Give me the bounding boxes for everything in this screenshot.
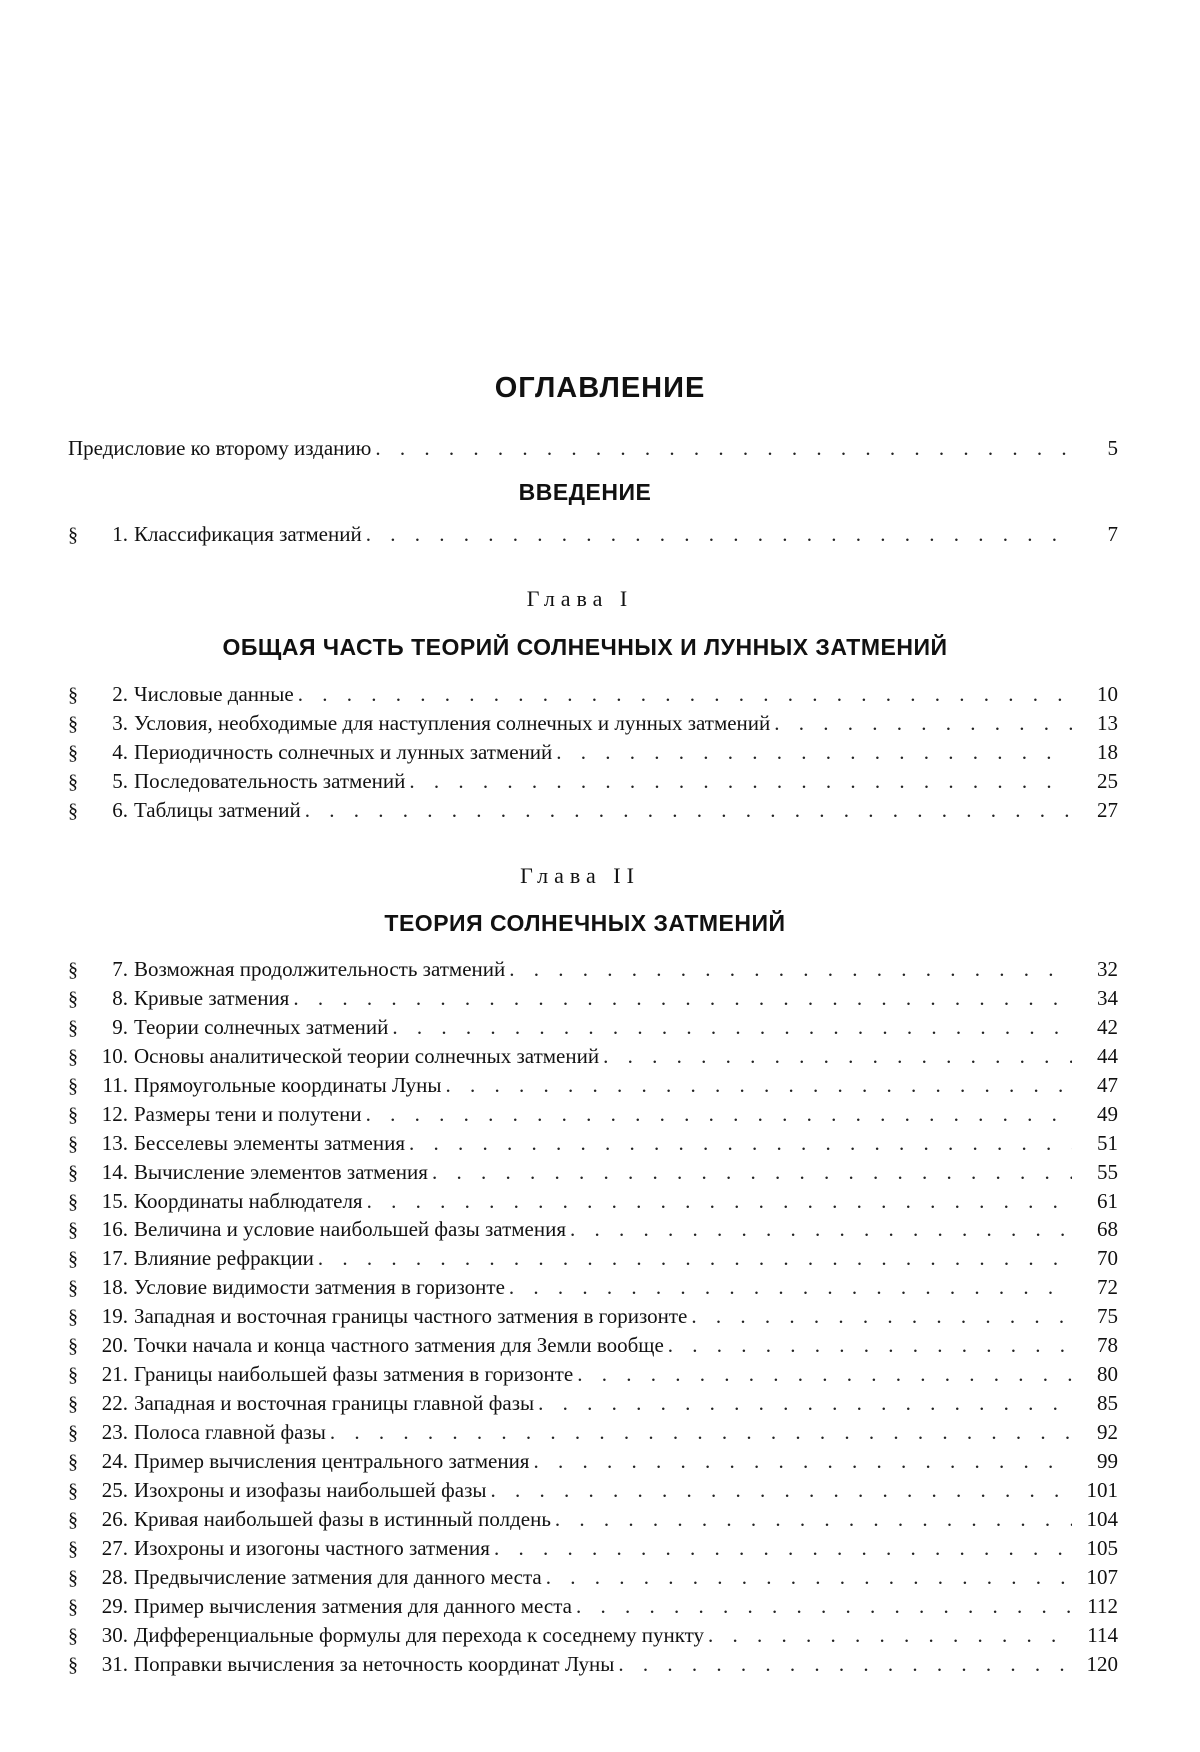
- toc-entry-number: 27.: [101, 1535, 128, 1560]
- section-sign: §: [68, 1103, 78, 1126]
- toc-entry-number: 15.: [101, 1188, 128, 1213]
- toc-entry-text: Точки начала и конца частного затмения для Земли вообще: [134, 1333, 664, 1358]
- toc-entry-text: Границы наибольшей фазы затмения в горизонте: [134, 1362, 574, 1387]
- chapter2-label: Глава II: [520, 863, 640, 888]
- toc-entry-number: 6.: [112, 797, 128, 822]
- section-sign: §: [68, 959, 78, 981]
- toc-entry-text: Влияние рефракции: [134, 1246, 314, 1271]
- section-sign: §: [68, 1653, 78, 1676]
- toc-entry-number: 28.: [101, 1564, 128, 1589]
- toc-entry-page: 47: [1097, 1072, 1118, 1097]
- section-sign: §: [68, 1595, 78, 1618]
- leader-dots: [409, 767, 1072, 796]
- toc-entry-page: 78: [1097, 1333, 1118, 1358]
- section-sign: §: [68, 1624, 78, 1647]
- toc-entry-page: 85: [1097, 1391, 1118, 1416]
- toc-entry-preface: [68, 434, 1118, 463]
- toc-entry: [68, 1534, 1118, 1563]
- leader-dots: [509, 1273, 1072, 1302]
- leader-dots: [330, 1418, 1072, 1447]
- section-sign: §: [68, 712, 78, 735]
- toc-entry-text: Кривые затмения: [134, 985, 290, 1010]
- toc-entry-number: 3.: [112, 710, 128, 735]
- section-sign: §: [68, 1393, 78, 1416]
- leader-dots: [538, 1389, 1072, 1418]
- leader-dots: [367, 1187, 1072, 1216]
- section-sign: §: [68, 684, 78, 706]
- toc-entry-text: Поправки вычисления за неточность координат Луны: [134, 1651, 615, 1676]
- leader-dots: [366, 520, 1072, 549]
- toc-entry-page: 99: [1097, 1448, 1118, 1473]
- toc-entry: [68, 1187, 1118, 1216]
- toc-entry: [68, 984, 1118, 1013]
- toc-entry-number: 20.: [101, 1333, 128, 1358]
- toc-entry: [68, 1331, 1118, 1360]
- toc-entry-text: Изохроны и изогоны частного затмения: [134, 1535, 490, 1560]
- section-sign: §: [68, 1190, 78, 1213]
- toc-entry-number: 5.: [112, 768, 128, 793]
- leader-dots: [618, 1650, 1072, 1679]
- toc-entry-page: 44: [1097, 1043, 1118, 1068]
- toc-entry-number: 26.: [101, 1506, 128, 1531]
- chapter2-heading: ТЕОРИЯ СОЛНЕЧНЫХ ЗАТМЕНИЙ: [384, 910, 786, 936]
- toc-entry: [68, 709, 1118, 738]
- toc-entry-number: 8.: [112, 985, 128, 1010]
- toc-entry-page: 32: [1097, 957, 1118, 981]
- toc-entry: [68, 1244, 1118, 1273]
- toc-entry-text: Числовые данные: [134, 682, 294, 706]
- toc-entry: [68, 1650, 1118, 1679]
- toc-entry: [68, 1302, 1118, 1331]
- toc-entry-page: 112: [1087, 1593, 1118, 1618]
- toc-entry-page: 7: [1107, 522, 1118, 546]
- leader-dots: [375, 434, 1072, 463]
- section-sign: §: [68, 1306, 78, 1329]
- toc-entry-text: Западная и восточная границы главной фазы: [134, 1391, 535, 1416]
- section-sign: §: [68, 770, 78, 793]
- toc-entry-text: Предвычисление затмения для данного места: [134, 1564, 542, 1589]
- toc-entry-number: 9.: [112, 1014, 128, 1039]
- section-sign: §: [68, 1045, 78, 1068]
- toc-entry-number: 23.: [101, 1420, 128, 1444]
- section-sign: §: [68, 741, 78, 764]
- leader-dots: [708, 1621, 1072, 1650]
- section-sign: §: [68, 1219, 78, 1242]
- toc-entry-text: Предисловие ко второму изданию: [68, 436, 372, 460]
- section-sign: §: [68, 1537, 78, 1560]
- toc-entry-number: 4.: [112, 739, 128, 764]
- toc-entry-number: 10.: [101, 1043, 128, 1068]
- toc-entry: [68, 1447, 1118, 1476]
- toc-entry-text: Прямоугольные координаты Луны: [134, 1072, 442, 1097]
- toc-entry-text: Основы аналитической теории солнечных затмений: [134, 1043, 600, 1068]
- toc-entry-page: 61: [1097, 1188, 1118, 1213]
- section-sign: §: [68, 1074, 78, 1097]
- leader-dots: [668, 1331, 1072, 1360]
- leader-dots: [432, 1158, 1072, 1187]
- section-sign: §: [68, 1422, 78, 1444]
- toc-entry-page: 27: [1097, 797, 1118, 822]
- leader-dots: [546, 1563, 1072, 1592]
- toc-entry-page: 10: [1097, 682, 1118, 706]
- toc-entry-page: 107: [1086, 1564, 1118, 1589]
- toc-entry-page: 51: [1097, 1130, 1118, 1155]
- toc-entry: [68, 738, 1118, 767]
- toc-entry: [68, 1621, 1118, 1650]
- preface-block: [68, 434, 1118, 463]
- leader-dots: [446, 1071, 1072, 1100]
- toc-entry-text: Полоса главной фазы: [134, 1420, 326, 1444]
- toc-entry-text: Условия, необходимые для наступления солнечных и лунных затмений: [134, 710, 771, 735]
- toc-entry-page: 120: [1086, 1651, 1118, 1676]
- chapter1-heading: ОБЩАЯ ЧАСТЬ ТЕОРИЙ СОЛНЕЧНЫХ И ЛУННЫХ ЗАТМЕНИЙ: [222, 634, 948, 660]
- toc-entry-page: 42: [1097, 1014, 1118, 1039]
- toc-entry: [68, 1389, 1118, 1418]
- toc-entry-page: 34: [1097, 985, 1118, 1010]
- toc-entry-text: Вычисление элементов затмения: [134, 1159, 428, 1184]
- toc-entry-text: Дифференциальные формулы для перехода к соседнему пункту: [134, 1622, 705, 1647]
- intro-heading: ВВЕДЕНИЕ: [518, 479, 652, 505]
- toc-entry-number: 21.: [101, 1362, 128, 1387]
- toc-entry-text: Бесселевы элементы затмения: [134, 1130, 406, 1155]
- toc-entry: [68, 1013, 1118, 1042]
- toc-entry-text: Пример вычисления затмения для данного места: [134, 1593, 572, 1618]
- leader-dots: [318, 1244, 1072, 1273]
- leader-dots: [293, 984, 1072, 1013]
- toc-entry: [68, 1476, 1118, 1505]
- toc-entry-text: Условие видимости затмения в горизонте: [134, 1275, 505, 1300]
- toc-entry: [68, 1071, 1118, 1100]
- toc-entry-page: 101: [1086, 1477, 1118, 1502]
- section-sign: §: [68, 1161, 78, 1184]
- toc-entry: [68, 1592, 1118, 1621]
- section-sign: §: [68, 1016, 78, 1039]
- toc-entry: [68, 1215, 1118, 1244]
- section-sign: §: [68, 1277, 78, 1300]
- section-sign: §: [68, 1566, 78, 1589]
- leader-dots: [555, 1505, 1072, 1534]
- toc-entry-number: 12.: [101, 1101, 128, 1126]
- leader-dots: [490, 1476, 1072, 1505]
- leader-dots: [691, 1302, 1072, 1331]
- section-sign: §: [68, 799, 78, 822]
- toc-entry-text: Последовательность затмений: [134, 768, 406, 793]
- toc-entry-page: 105: [1086, 1535, 1118, 1560]
- toc-entry: [68, 1563, 1118, 1592]
- toc-entry-number: 14.: [101, 1159, 128, 1184]
- section-sign: §: [68, 1132, 78, 1155]
- toc-entry-text: Возможная продолжительность затмений: [134, 957, 506, 981]
- toc-entry-number: 22.: [101, 1391, 128, 1416]
- toc-entry-page: 18: [1097, 739, 1118, 764]
- toc-entry-page: 13: [1097, 710, 1118, 735]
- toc-entry-number: 19.: [101, 1304, 128, 1329]
- toc-entry: [68, 1418, 1118, 1447]
- section-sign: §: [68, 1364, 78, 1387]
- intro-list: [68, 520, 1118, 549]
- leader-dots: [533, 1447, 1072, 1476]
- leader-dots: [494, 1534, 1072, 1563]
- toc-entry-page: 72: [1097, 1275, 1118, 1300]
- toc-entry-page: 80: [1097, 1362, 1118, 1387]
- section-sign: §: [68, 1335, 78, 1358]
- toc-entry: [68, 1129, 1118, 1158]
- toc-entry-page: 5: [1107, 436, 1118, 460]
- toc-entry-page: 92: [1097, 1420, 1118, 1444]
- leader-dots: [392, 1013, 1072, 1042]
- leader-dots: [305, 796, 1072, 825]
- toc-entry-number: 17.: [101, 1246, 128, 1271]
- toc-entry-text: Теории солнечных затмений: [134, 1014, 389, 1039]
- chapter2-list: [68, 955, 1118, 1678]
- toc-entry-text: Изохроны и изофазы наибольшей фазы: [134, 1477, 487, 1502]
- toc-entry-number: 16.: [101, 1217, 128, 1242]
- toc-entry-page: 49: [1097, 1101, 1118, 1126]
- toc-entry-number: 1.: [112, 522, 128, 546]
- toc-entry: [68, 680, 1118, 709]
- toc-entry: [68, 520, 1118, 549]
- toc-entry-number: 18.: [101, 1275, 128, 1300]
- toc-entry-page: 104: [1086, 1506, 1118, 1531]
- toc-entry-text: Таблицы затмений: [134, 797, 301, 822]
- section-sign: §: [68, 1508, 78, 1531]
- toc-entry-number: 13.: [101, 1130, 128, 1155]
- toc-entry-number: 30.: [101, 1622, 128, 1647]
- section-sign: §: [68, 1248, 78, 1271]
- toc-entry: [68, 796, 1118, 825]
- toc-entry-text: Величина и условие наибольшей фазы затмения: [134, 1217, 566, 1242]
- leader-dots: [576, 1592, 1072, 1621]
- leader-dots: [577, 1360, 1072, 1389]
- leader-dots: [570, 1215, 1072, 1244]
- chapter1-list: [68, 680, 1118, 825]
- leader-dots: [556, 738, 1072, 767]
- toc-entry: [68, 1158, 1118, 1187]
- leader-dots: [366, 1100, 1072, 1129]
- leader-dots: [509, 955, 1072, 984]
- leader-dots: [298, 680, 1072, 709]
- toc-entry-page: 75: [1097, 1304, 1118, 1329]
- toc-entry: [68, 1100, 1118, 1129]
- toc-entry-number: 31.: [101, 1651, 128, 1676]
- toc-entry: [68, 1505, 1118, 1534]
- toc-entry-text: Периодичность солнечных и лунных затмений: [134, 739, 553, 764]
- toc-entry-text: Размеры тени и полутени: [134, 1101, 362, 1126]
- toc-entry-text: Пример вычисления центрального затмения: [134, 1448, 530, 1473]
- toc-entry-page: 68: [1097, 1217, 1118, 1242]
- toc-entry-page: 25: [1097, 768, 1118, 793]
- toc-entry-number: 25.: [101, 1477, 128, 1502]
- leader-dots: [409, 1129, 1072, 1158]
- toc-entry-number: 11.: [102, 1072, 128, 1097]
- leader-dots: [774, 709, 1072, 738]
- leader-dots: [603, 1042, 1072, 1071]
- toc-entry: [68, 955, 1118, 984]
- toc-entry-page: 55: [1097, 1159, 1118, 1184]
- toc-entry-text: Кривая наибольшей фазы в истинный полдень: [134, 1506, 551, 1531]
- toc-entry: [68, 767, 1118, 796]
- toc-entry-text: Координаты наблюдателя: [134, 1188, 363, 1213]
- toc-entry-number: 7.: [112, 957, 128, 981]
- toc-entry-number: 29.: [101, 1593, 128, 1618]
- chapter1-label: Глава I: [526, 586, 634, 611]
- toc-entry: [68, 1360, 1118, 1389]
- page-title: ОГЛАВЛЕНИЕ: [494, 372, 706, 404]
- section-sign: §: [68, 524, 78, 546]
- section-sign: §: [68, 1450, 78, 1473]
- toc-entry-page: 70: [1097, 1246, 1118, 1271]
- toc-entry-page: 114: [1087, 1622, 1118, 1647]
- toc-entry-text: Классификация затмений: [134, 522, 362, 546]
- toc-entry-text: Западная и восточная границы частного затмения в горизонте: [134, 1304, 688, 1329]
- toc-entry-number: 24.: [101, 1448, 128, 1473]
- toc-entry: [68, 1042, 1118, 1071]
- section-sign: §: [68, 1479, 78, 1502]
- section-sign: §: [68, 987, 78, 1010]
- toc-entry: [68, 1273, 1118, 1302]
- toc-entry-number: 2.: [112, 682, 128, 706]
